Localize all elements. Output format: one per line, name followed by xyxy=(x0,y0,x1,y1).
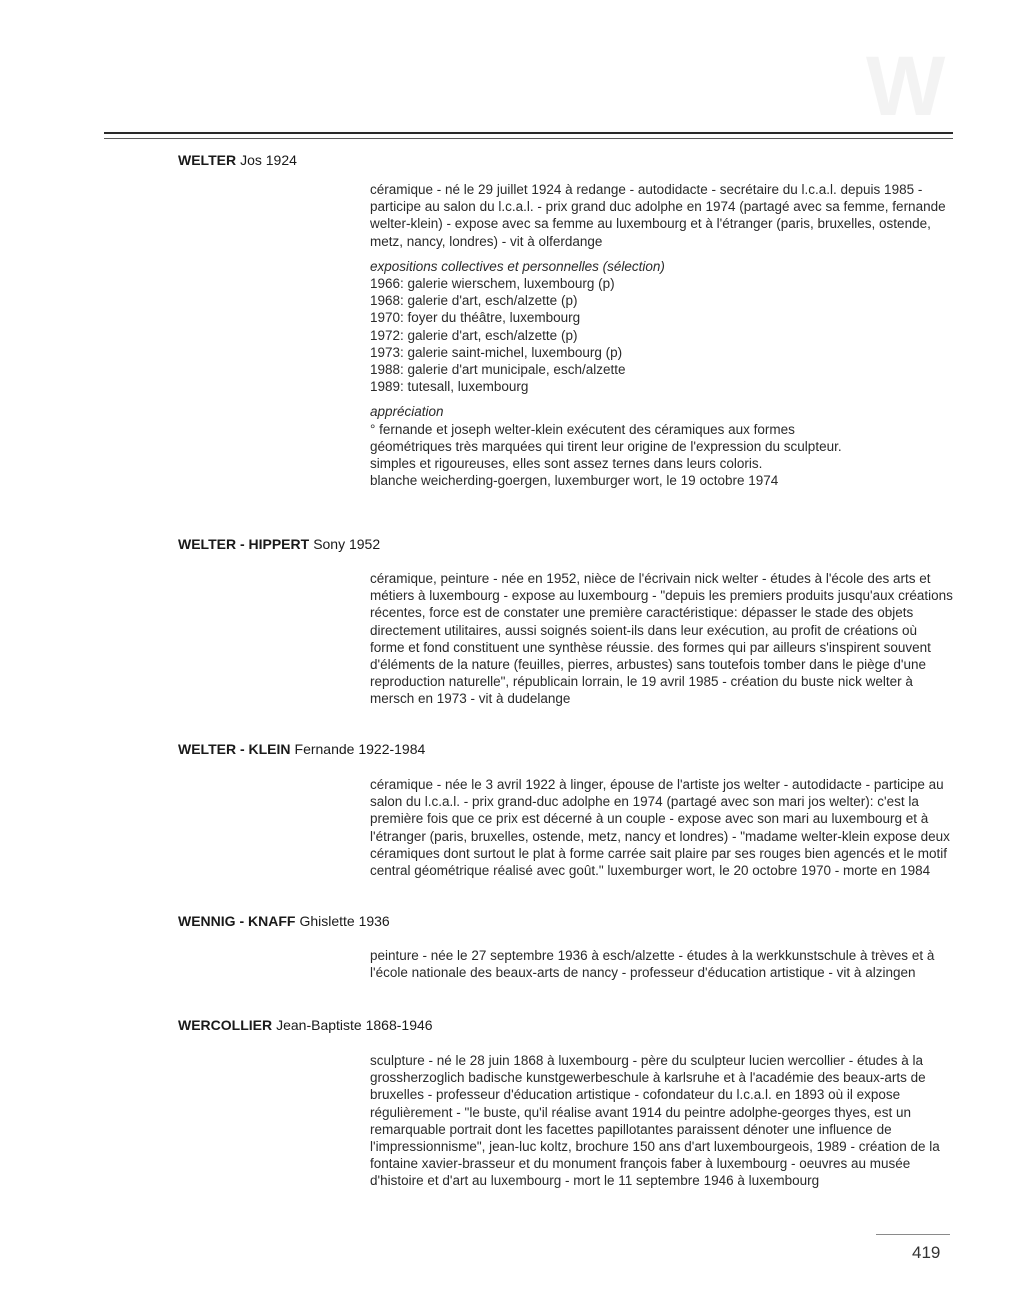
entry-bio: céramique - née le 3 avril 1922 à linger, épouse de l'artiste jos welter - autodidacte - participe au salon du l.c.a.l. - prix grand-duc adolphe en 1974 (partagé avec son mari jos welter): c'est la première fois que ce prix est décerné à un couple - expose avec son mari au luxembourg et à l'étranger (paris, bruxelles, ostende, metz, nancy et londres) - "madame welter-klein expose deux céramiques dont surtout le plat à forme carrée sait plaire par ses rouges bien agencés et le motif central géométrique réalisé avec goût." luxemburger wort, le 20 octobre 1970 - morte en 1984 xyxy=(370,777,950,879)
entry-given-name: Ghislette 1936 xyxy=(299,913,390,929)
list-item: 1966: galerie wierschem, luxembourg (p) xyxy=(370,276,615,292)
entry-given-name: Fernande 1922-1984 xyxy=(294,741,426,757)
entry-body xyxy=(370,570,955,708)
entry-body xyxy=(370,1052,955,1190)
exhibitions-list xyxy=(370,275,955,395)
header-rule-thick xyxy=(104,132,953,134)
entry-heading xyxy=(178,913,390,929)
entry-heading xyxy=(178,152,297,168)
appreciation-quote xyxy=(370,421,955,490)
entry-given-name: Jean-Baptiste 1868-1946 xyxy=(276,1017,433,1033)
entry-given-name: Sony 1952 xyxy=(313,536,381,552)
entry-body xyxy=(370,947,955,981)
list-item: 1968: galerie d'art, esch/alzette (p) xyxy=(370,293,578,309)
entry-surname: WELTER - HIPPERT xyxy=(178,536,310,552)
entry-bio: peinture - née le 27 septembre 1936 à esch/alzette - études à la werkkunstschule à trèves et à l'école nationale des beaux-arts de nancy - professeur d'éducation artistique - vit à alzingen xyxy=(370,948,935,981)
entry-heading xyxy=(178,741,425,757)
entry-given-name: Jos 1924 xyxy=(240,152,297,168)
quote-line: ° fernande et joseph welter-klein exécutent des céramiques aux formes xyxy=(370,421,795,437)
entry-body xyxy=(370,181,955,489)
entry-bio: céramique - né le 29 juillet 1924 à redange - autodidacte - secrétaire du l.c.a.l. depuis 1985 - participe au salon du l.c.a.l. - prix grand duc adolphe en 1974 (partagé avec sa femme, fernande welter-klein) - expose avec sa femme au luxembourg et à l'étranger (paris, bruxelles, ostende, metz, nancy, londres) - vit à olferdange xyxy=(370,182,946,249)
list-item: 1973: galerie saint-michel, luxembourg (p) xyxy=(370,344,623,360)
page-number: 419 xyxy=(912,1243,941,1262)
quote-line: géométriques très marquées qui tirent leur origine de l'expression du sculpteur. xyxy=(370,438,842,454)
appreciation-heading: appréciation xyxy=(370,404,444,420)
list-item: 1989: tutesall, luxembourg xyxy=(370,379,529,395)
list-item: 1970: foyer du théâtre, luxembourg xyxy=(370,310,581,326)
list-item: 1972: galerie d'art, esch/alzette (p) xyxy=(370,327,578,343)
quote-line: blanche weicherding-goergen, luxemburger wort, le 19 octobre 1974 xyxy=(370,473,779,489)
entry-surname: WELTER - KLEIN xyxy=(178,741,291,757)
list-item: 1988: galerie d'art municipale, esch/alzette xyxy=(370,362,626,378)
entry-body xyxy=(370,776,955,879)
entry-bio: sculpture - né le 28 juin 1868 à luxembourg - père du sculpteur lucien wercollier - études à la grossherzoglich badische kunstgewerbeschule à karlsruhe et à l'académie des beaux-arts de bruxelles - professeur d'éducation artistique - cofondateur du l.c.a.l. en 1893 où il expose régulièrement - "le buste, qu'il réalise avant 1914 du peintre adolphe-georges thyes, est un remarquable portrait dont les facettes papillotantes paraissent dénoter une influence de l'impressionnisme", jean-luc koltz, brochure 150 ans d'art luxembourgeois, 1989 - création de la fontaine xavier-brasseur et du monument françois faber à luxembourg - oeuvres au musée d'histoire et d'art au luxembourg - mort le 11 septembre 1946 à luxembourg xyxy=(370,1053,940,1189)
entry-heading xyxy=(178,536,380,552)
quote-line: simples et rigoureuses, elles sont assez ternes dans leurs coloris. xyxy=(370,456,763,472)
entry-surname: WERCOLLIER xyxy=(178,1017,273,1033)
entry-surname: WELTER xyxy=(178,152,237,168)
entry-heading xyxy=(178,1017,433,1033)
entry-bio: céramique, peinture - née en 1952, nièce de l'écrivain nick welter - études à l'école des arts et métiers à luxembourg - expose au luxembourg - "depuis les premiers produits jusqu'aux créations récentes, force est de constater une première caractéristique: dépasser le stade des objets directement utilitaires, aussi soignés soient-ils dans leur exécution, au profit de créations où forme et fond constituent une synthèse réussie. des formes qui par ailleurs s'inspirent souvent d'éléments de la nature (feuilles, pierres, arbustes) sans toutefois tomber dans le piège d'une reproduction naturelle", républicain lorrain, le 19 avril 1985 - création du buste nick welter à mersch en 1973 - vit à dudelange xyxy=(370,571,953,707)
entry-surname: WENNIG - KNAFF xyxy=(178,913,296,929)
header-rule-thin xyxy=(104,138,953,139)
page-number-rule xyxy=(876,1234,950,1235)
exhibitions-heading: expositions collectives et personnelles (sélection) xyxy=(370,258,665,274)
section-letter: W xyxy=(866,39,946,133)
